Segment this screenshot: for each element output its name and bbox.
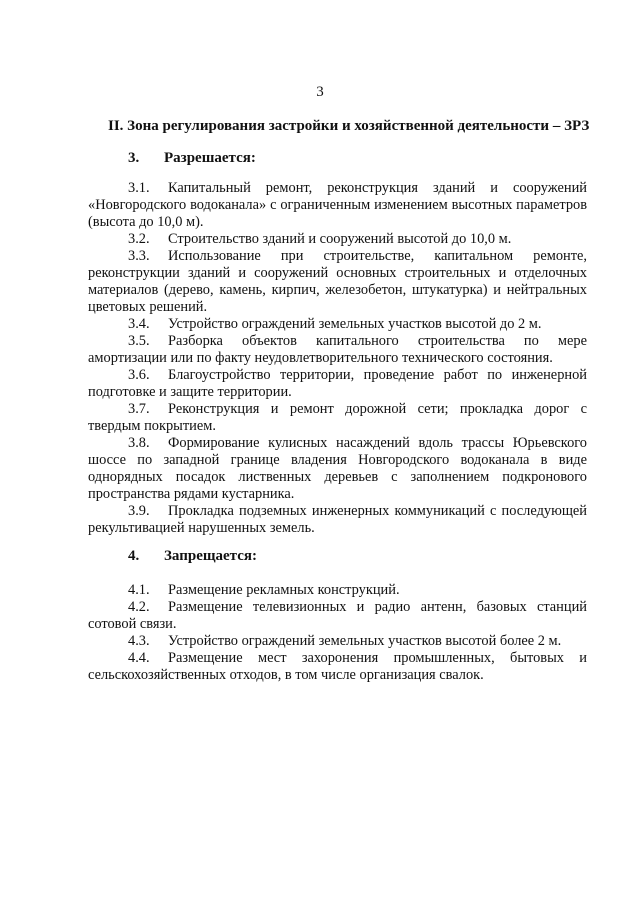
section-number: 4.: [128, 548, 140, 564]
zone-heading: II. Зона регулирования застройки и хозяйственной деятельности – ЗРЗ: [108, 118, 590, 134]
item-number: 4.2.: [128, 599, 150, 615]
item-number: 3.6.: [128, 367, 150, 383]
item-text: Разборка объектов капитального строительства по мере амортизации или по факту неудовлетворительного технического состояния.: [88, 333, 587, 366]
list-item: [88, 503, 587, 537]
section-title-text: Разрешается:: [164, 150, 256, 166]
prohibited-items-list: [88, 582, 587, 684]
item-number: 3.7.: [128, 401, 150, 417]
item-number: 3.9.: [128, 503, 150, 519]
section-title-prohibited: [128, 548, 257, 565]
list-item: [88, 316, 587, 333]
item-number: 3.8.: [128, 435, 150, 451]
list-item: [88, 650, 587, 684]
item-text: Прокладка подземных инженерных коммуникаций с последующей рекультивацией нарушенных земель.: [88, 503, 587, 536]
item-text: Устройство ограждений земельных участков высотой до 2 м.: [168, 316, 542, 332]
section-title-allowed: [128, 150, 256, 167]
item-text: Капитальный ремонт, реконструкция зданий и сооружений «Новгородского водоканала» с ограниченным изменением высотных параметров (высота до 10,0 м).: [88, 180, 587, 230]
allowed-items-list: [88, 180, 587, 537]
list-item: [88, 401, 587, 435]
item-text: Использование при строительстве, капитальном ремонте, реконструкции зданий и сооружений основных строительных и отделочных материалов (дерево, камень, кирпич, железобетон, штукатурка) и нейтральных цветовых решений.: [88, 248, 587, 315]
item-number: 3.4.: [128, 316, 150, 332]
item-number: 4.4.: [128, 650, 150, 666]
item-text: Размещение рекламных конструкций.: [168, 582, 400, 598]
list-item: [88, 435, 587, 503]
list-item: [88, 180, 587, 231]
item-text: Устройство ограждений земельных участков высотой более 2 м.: [168, 633, 562, 649]
item-number: 3.5.: [128, 333, 150, 349]
item-text: Благоустройство территории, проведение работ по инженерной подготовке и защите территории.: [88, 367, 587, 400]
list-item: [88, 633, 587, 650]
list-item: [88, 599, 587, 633]
list-item: [88, 248, 587, 316]
item-text: Реконструкция и ремонт дорожной сети; прокладка дорог с твердым покрытием.: [88, 401, 587, 434]
list-item: [88, 367, 587, 401]
section-title-text: Запрещается:: [164, 548, 258, 564]
item-text: Строительство зданий и сооружений высотой до 10,0 м.: [168, 231, 512, 247]
item-number: 4.1.: [128, 582, 150, 598]
list-item: [88, 333, 587, 367]
item-text: Формирование кулисных насаждений вдоль трассы Юрьевского шоссе по западной границе владения Новгородского водоканала в виде однорядных посадок лиственных деревьев с заполнением подкронового пространства рядами кустарника.: [88, 435, 587, 502]
list-item: [88, 231, 587, 248]
section-number: 3.: [128, 150, 140, 166]
item-number: 4.3.: [128, 633, 150, 649]
item-number: 3.2.: [128, 231, 150, 247]
item-number: 3.3.: [128, 248, 150, 264]
item-text: Размещение телевизионных и радио антенн, базовых станций сотовой связи.: [88, 599, 587, 632]
list-item: [88, 582, 587, 599]
page-number: 3: [316, 84, 324, 100]
item-text: Размещение мест захоронения промышленных, бытовых и сельскохозяйственных отходов, в том числе организация свалок.: [88, 650, 587, 683]
item-number: 3.1.: [128, 180, 150, 196]
